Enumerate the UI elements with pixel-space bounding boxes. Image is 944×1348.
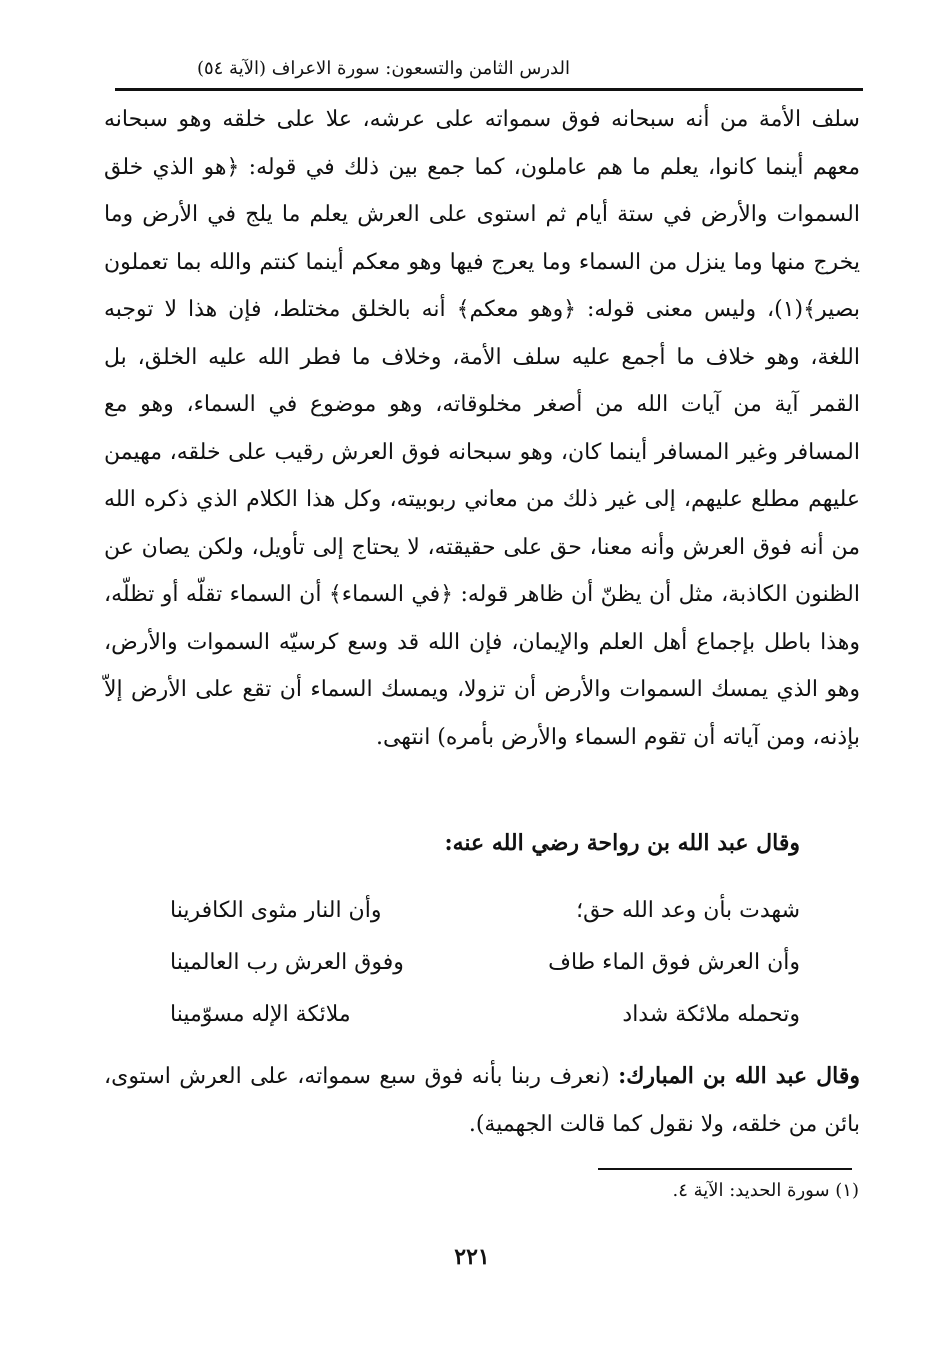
verse-first-hemistich: وأن العرش فوق الماء طاف xyxy=(548,950,800,975)
verse-second-hemistich: وفوق العرش رب العالمينا xyxy=(170,950,404,975)
footnote: (١) سورة الحديد: الآية ٤. xyxy=(672,1180,859,1201)
footnote-divider xyxy=(598,1168,852,1170)
running-header: الدرس الثامن والتسعون: سورة الاعراف (الآية ٥٤) xyxy=(196,58,570,79)
verse-second-hemistich: وأن النار مثوى الكافرينا xyxy=(170,898,382,923)
quote-text: (نعرف ربنا بأنه فوق سبع سمواته، على العرش استوى، بائن من خلقه، ولا نقول كما قالت الجهمية). xyxy=(104,1064,860,1137)
main-text xyxy=(104,96,860,761)
closing-paragraph xyxy=(104,1052,860,1149)
verse-second-hemistich: ملائكة الإله مسوّمينا xyxy=(170,1002,351,1027)
main-paragraph: سلف الأمة من أنه سبحانه فوق سمواته على عرشه، علا على خلقه وهو سبحانه معهم أينما كانوا، يعلم ما هم عاملون، كما جمع بين ذلك في قوله: ﴿هو الذي خلق السموات والأرض في ستة أيام ثم استوى على العرش يعلم ما يلج في الأرض وما يخرج منها وما ينزل من السماء وما يعرج فيها وهو معكم أينما كنتم والله بما تعملون بصير﴾(١)، وليس معنى قوله: ﴿وهو معكم﴾ أنه بالخلق مختلط، فإن هذا لا توجبه اللغة، وهو خلاف ما أجمع عليه سلف الأمة، وخلاف ما فطر الله عليه الخلق، بل القمر آية من آيات الله من أصغر مخلوقاته، وهو موضوع في السماء، وهو مع المسافر وغير المسافر أينما كان، وهو سبحانه فوق العرش رقيب على خلقه، مهيمن عليهم مطلع عليهم، إلى غير ذلك من معاني ربوبيته، وكل هذا الكلام الذي ذكره الله من أنه فوق العرش وأنه معنا، حق على حقيقته، لا يحتاج إلى تأويل، ولكن يصان عن الظنون الكاذبة، مثل أن يظنّ أن ظاهر قوله: ﴿في السماء﴾ أن السماء تقلّه أو تظلّه، وهذا باطل بإجماع أهل العلم والإيمان، فإن الله قد وسع كرسيّه السموات والأرض، وهو الذي يمسك السموات والأرض أن تزولا، ويمسك السماء أن تقع على الأرض إلاّ بإذنه، ومن آياته أن تقوم السماء والأرض بأمره) انتهى. xyxy=(104,107,860,750)
verse-line xyxy=(170,937,800,989)
verse-line xyxy=(170,885,800,937)
speaker-name: وقال عبد الله بن المبارك: xyxy=(618,1063,861,1089)
verse-first-hemistich: وتحمله ملائكة شداد xyxy=(622,1002,800,1027)
verse-line xyxy=(170,989,800,1041)
header-divider xyxy=(115,88,863,91)
page-number: ٢٢١ xyxy=(454,1244,490,1270)
poem-intro: وقال عبد الله بن رواحة رضي الله عنه: xyxy=(444,830,800,856)
verse-first-hemistich: شهدت بأن وعد الله حق؛ xyxy=(576,898,800,923)
closing-quote xyxy=(104,1052,860,1149)
poem-verses xyxy=(170,885,800,1041)
